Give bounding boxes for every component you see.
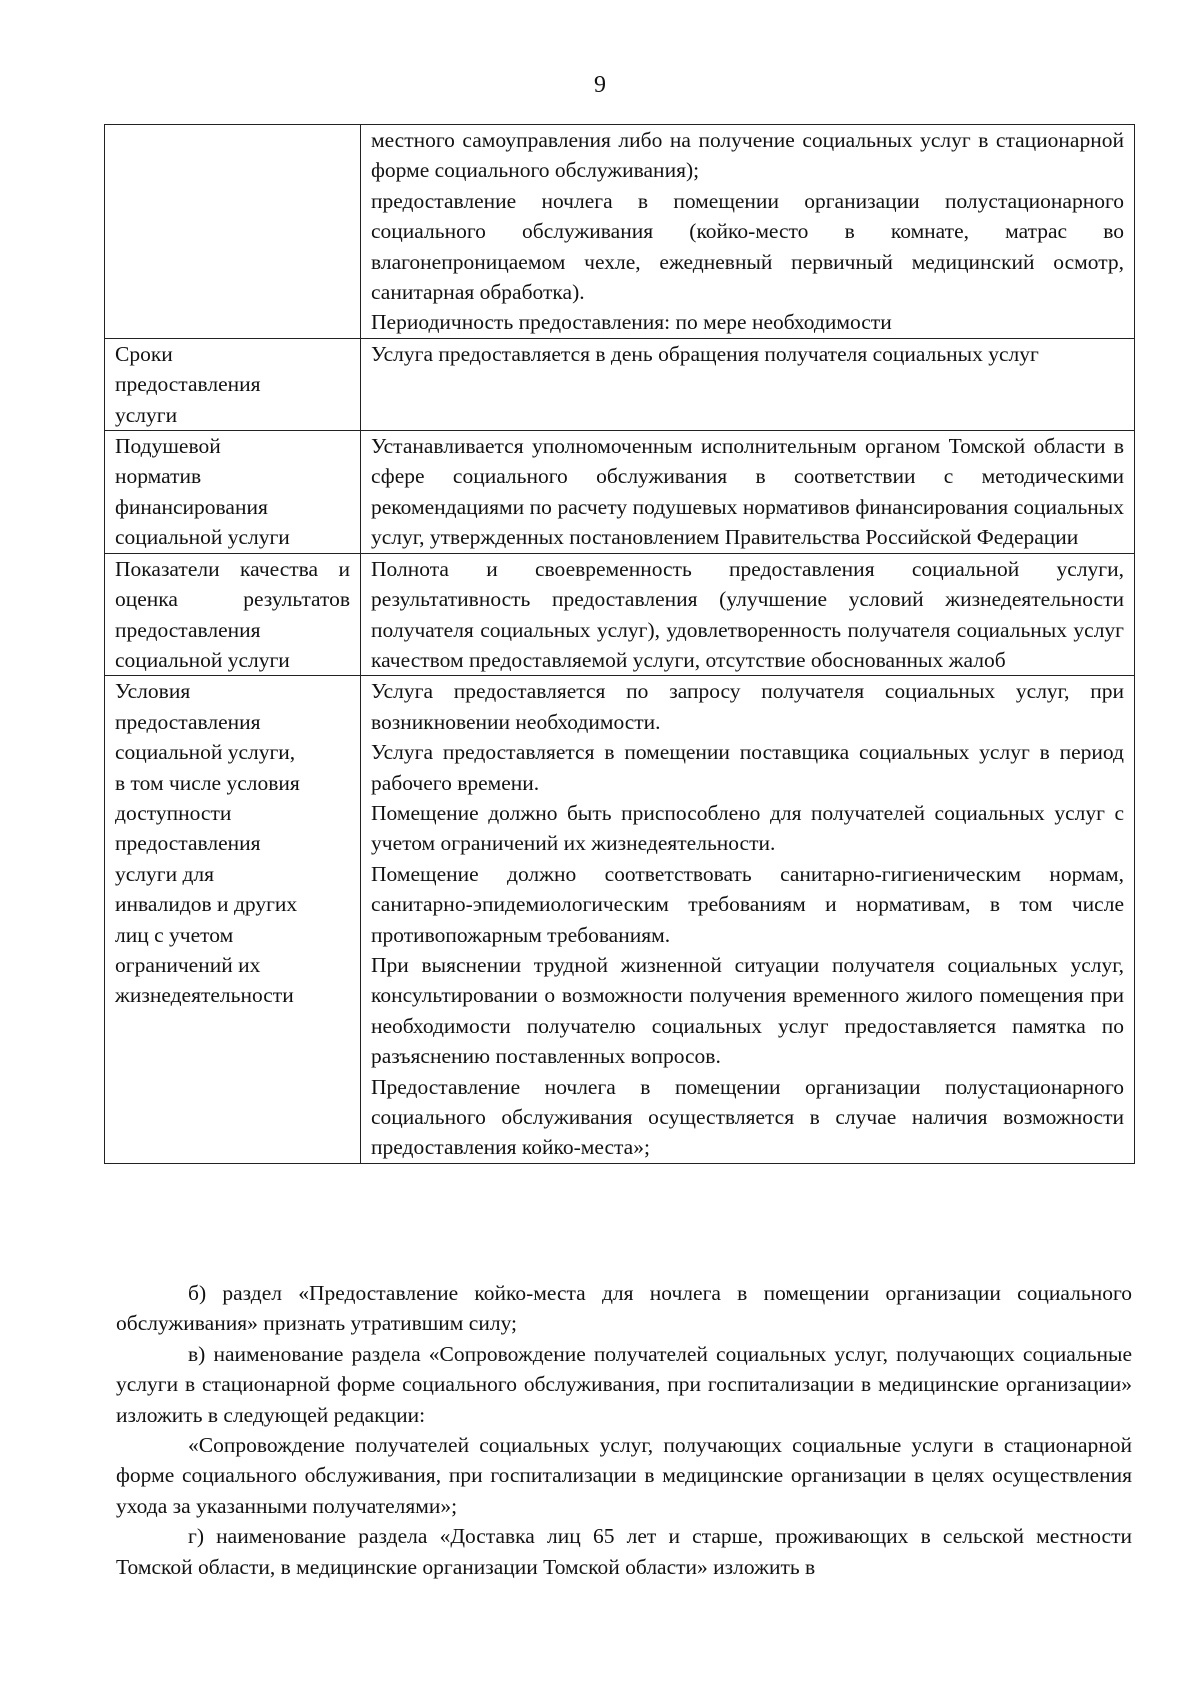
services-table bbox=[104, 124, 1135, 1164]
table-row bbox=[105, 338, 1135, 430]
row-label-line: жизнедеятельности bbox=[115, 983, 294, 1008]
body-paragraph: «Сопровождение получателей социальных услуг, получающих социальные услуги в стационарной форме социального обслуживания, при госпитализации в медицинские организации в целях осуществления ухода за указанными получателями»; bbox=[116, 1433, 1132, 1518]
row-content-cell bbox=[361, 431, 1135, 554]
content-paragraph: Помещение должно быть приспособлено для получателей социальных услуг с учетом ограничений их жизнедеятельности. bbox=[371, 800, 1124, 856]
body-paragraph: в) наименование раздела «Сопровождение получателей социальных услуг, получающих социальные услуги в стационарной форме социального обслуживания, при госпитализации в медицинские организации» изложить в следующей редакции: bbox=[116, 1341, 1132, 1427]
row-label-line: ограничений их bbox=[115, 952, 261, 977]
table-row bbox=[105, 125, 1135, 339]
row-label-line: социальной услуги, bbox=[115, 740, 296, 765]
row-label-line: Подушевой bbox=[115, 434, 221, 459]
row-label-cell bbox=[105, 125, 361, 339]
row-label-line: доступности bbox=[115, 800, 232, 825]
table-row bbox=[105, 431, 1135, 554]
row-label-line: лиц с учетом bbox=[115, 922, 234, 947]
body-paragraph: б) раздел «Предоставление койко-места для ночлега в помещении организации социального обслуживания» признать утратившим силу; bbox=[116, 1281, 1132, 1336]
row-label-line: финансирования bbox=[115, 494, 268, 519]
row-label-line: услуги bbox=[115, 402, 178, 427]
content-paragraph: местного самоуправления либо на получение социальных услуг в стационарной форме социального обслуживания); bbox=[371, 128, 1124, 183]
table-row bbox=[105, 553, 1135, 676]
content-paragraph: Предоставление ночлега в помещении организации полустационарного социального обслуживания осуществляется в случае наличия возможности предоставления койко-места»; bbox=[371, 1074, 1124, 1160]
content-paragraph: Услуга предоставляется по запросу получателя социальных услуг, при возникновении необходимости. bbox=[371, 679, 1124, 734]
content-paragraph: Полнота и своевременность предоставления социальной услуги, результативность предоставления (улучшение условий жизнедеятельности получателя социальных услуг), удовлетворенность получателя социальных услуг качеством предоставляемой услуги, отсутствие обоснованных жалоб bbox=[371, 556, 1124, 672]
body-paragraph: г) наименование раздела «Доставка лиц 65 лет и старше, проживающих в сельской местности Томской области, в медицинские организации Томской области» изложить в bbox=[116, 1524, 1132, 1579]
row-label-line: предоставления bbox=[115, 372, 261, 397]
row-label-line: предоставления bbox=[115, 709, 261, 734]
content-paragraph: предоставление ночлега в помещении организации полустационарного социального обслуживания (койко-место в комнате, матрас во влагонепроницаемом чехле, ежедневный первичный медицинский осмотр, санитарная обработка). bbox=[371, 188, 1124, 305]
content-paragraph: При выяснении трудной жизненной ситуации получателя социальных услуг, консультировании о возможности получения временного жилого помещения при необходимости получателю социальных услуг предоставляется памятка по разъяснению поставленных вопросов. bbox=[371, 952, 1124, 1069]
content-paragraph: Помещение должно соответствовать санитарно-гигиеническим нормам, санитарно-эпидемиологическим требованиям и нормативам, в том числе противопожарным требованиям. bbox=[371, 861, 1124, 947]
row-label-line: в том числе условия bbox=[115, 770, 300, 795]
row-content-cell bbox=[361, 125, 1135, 339]
row-content-cell bbox=[361, 338, 1135, 430]
row-label-line: предоставления bbox=[115, 831, 261, 856]
row-label-line: услуги для bbox=[115, 861, 215, 886]
page-number: 9 bbox=[594, 72, 606, 98]
content-paragraph: Услуга предоставляется в помещении поставщика социальных услуг в период рабочего времени. bbox=[371, 740, 1124, 795]
row-label-line: Сроки bbox=[115, 341, 173, 366]
content-paragraph: Услуга предоставляется в день обращения получателя социальных услуг bbox=[371, 341, 1039, 366]
content-paragraph: Устанавливается уполномоченным исполнительным органом Томской области в сфере социального обслуживания в соответствии с методическими рекомендациями по расчету подушевых нормативов финансирования социальных услуг, утвержденных постановлением Правительства Российской Федерации bbox=[371, 434, 1124, 550]
row-content-cell bbox=[361, 676, 1135, 1164]
row-label-line: Условия bbox=[115, 679, 191, 704]
table-row bbox=[105, 676, 1135, 1164]
row-content-cell bbox=[361, 553, 1135, 676]
row-label-line: норматив bbox=[115, 464, 202, 489]
row-label-cell: Показатели качества и оценка результатов предоставления социальной услуги bbox=[105, 553, 361, 676]
row-label-line: социальной услуги bbox=[115, 525, 290, 550]
amendments-text bbox=[116, 1278, 1132, 1582]
row-label-cell bbox=[105, 676, 361, 1164]
row-label-cell bbox=[105, 338, 361, 430]
row-label-cell bbox=[105, 431, 361, 554]
content-paragraph: Периодичность предоставления: по мере необходимости bbox=[371, 310, 892, 335]
row-label-line: инвалидов и других bbox=[115, 892, 298, 917]
